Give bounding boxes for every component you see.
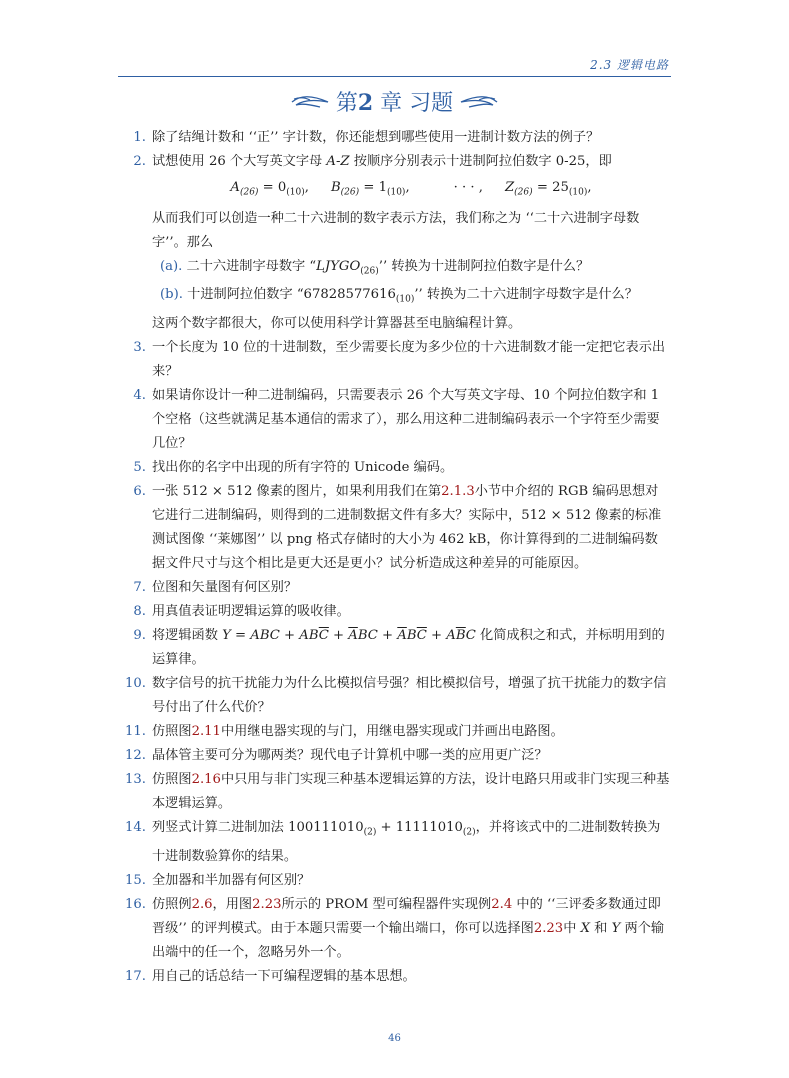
exercise-number: 2. [133, 154, 146, 169]
exercise-number: 10. [125, 675, 146, 691]
exercise-5 [118, 456, 670, 480]
example-reference-link[interactable]: 2.6 [191, 896, 213, 912]
exercise-text: 用真值表证明逻辑运算的吸收律。 [152, 603, 350, 619]
exercise-11 [118, 720, 670, 744]
exercise-8 [118, 600, 670, 624]
exercise-10 [118, 672, 670, 720]
exercise-text: 找出你的名字中出现的所有字符的 Unicode 编码。 [152, 459, 454, 475]
exercise-text: 仿照图2.11中用继电器实现的与门，用继电器实现或门并画出电路图。 [152, 723, 564, 739]
exercise-number: 16. [125, 896, 146, 912]
exercise-number: 14. [125, 819, 146, 835]
exercise-7 [118, 576, 670, 600]
exercise-text: 仿照图2.16中只用与非门实现三种基本逻辑运算的方法，设计电路只用或非门实现三种基本逻辑运算。 [152, 771, 670, 811]
figure-reference-link[interactable]: 2.11 [191, 723, 221, 739]
exercise-text: 用自己的话总结一下可编程逻辑的基本思想。 [152, 968, 416, 984]
subquestion-a: (a). 二十六进制字母数字 “$LJYGO_{(26)}$’’ 转换为十进制阿拉伯数字是什么？ [160, 258, 590, 277]
formula-mapping: $A_{(26)} = 0_{(10)}$, $B_{(26)} = 1_{(10)}$, · · · , $Z_{(26)} = 25_{(10)}$, [230, 180, 592, 198]
exercise-number: 12. [125, 747, 146, 763]
exercise-number: 11. [125, 723, 146, 739]
figure-reference-link[interactable]: 2.16 [191, 771, 221, 787]
exercise-4 [118, 384, 670, 456]
exercise-text: 如果请你设计一种二进制编码，只需要表示 26 个大写英文字母、10 个阿拉伯数字和 1 个空格（这些就满足基本通信的需求了），那么用这种二进制编码表示一个字符至少需要几位？ [152, 387, 660, 451]
running-header: 2.3 逻辑电路 [590, 58, 669, 72]
exercise-text: 位图和矢量图有何区别？ [152, 579, 298, 595]
exercise-number: 1. [133, 130, 146, 145]
exercise-number: 3. [133, 339, 146, 355]
exercise-14 [118, 816, 670, 869]
exercise-9 [118, 624, 670, 672]
exercise-number: 17. [125, 968, 146, 984]
exercise-3 [118, 336, 670, 384]
exercise-number: 8. [133, 603, 146, 619]
page-number: 46 [388, 1033, 401, 1044]
exercise-text: 列竖式计算二进制加法 $100111010_{(2)} + 11111010_{(2)}$，并将该式中的二进制数转换为十进制数验算你的结果。 [152, 819, 661, 864]
exercise-6 [118, 480, 670, 576]
exercise-text: 仿照例2.6，用图2.23所示的 PROM 型可编程器件实现例2.4 中的 ‘‘三评委多数通过即晋级’’ 的评判模式。由于本题只需要一个输出端口，你可以选择图2.23中 X 和 Y 两个输出端中的任一个，忽略另外一个。 [152, 896, 665, 960]
exercise-text: 将逻辑函数 Y = ABC + $AB\overline{C} + \overline{A}BC + \overline{A}B\overline{C} + A\overline{B}C$ 化简成积之和式，并标明用到的运算律。 [152, 627, 665, 667]
exercise-12 [118, 744, 670, 768]
chapter-title [0, 86, 789, 117]
exercise-number: 6. [133, 483, 146, 499]
exercise-text: 试想使用 26 个大写英文字母 A-Z 按顺序分别表示十进制阿拉伯数字 0-25，即 [152, 154, 612, 169]
exercise-text: 一张 512 × 512 像素的图片，如果利用我们在第2.1.3小节中介绍的 RGB 编码思想对它进行二进制编码，则得到的二进制数据文件有多大？实际中，512 × 512 像素的标准测试图像 ‘‘莱娜图’’ 以 png 格式存储时的大小为 462 kB，你计算得到的二进制编码数据文件尺寸与这个相比是更大还是更小？试分析造成这种差异的可能原因。 [152, 483, 662, 571]
exercise-text: 全加器和半加器有何区别？ [152, 872, 311, 888]
exercise-number: 9. [133, 627, 146, 643]
exercise-15 [118, 869, 670, 893]
exercise-note: 这两个数字都很大，你可以使用科学计算器甚至电脑编程计算。 [152, 315, 522, 331]
example-reference-link[interactable]: 2.4 [491, 896, 513, 912]
exercise-text: 晶体管主要可分为哪两类？现代电子计算机中哪一类的应用更广泛？ [152, 747, 548, 763]
figure-reference-link[interactable]: 2.23 [533, 920, 564, 936]
left-ornament-icon [290, 93, 330, 111]
exercise-number: 15. [125, 872, 146, 888]
exercise-16 [118, 893, 670, 965]
exercise-number: 7. [133, 579, 146, 595]
exercise-paragraph: 从而我们可以创造一种二十六进制的数字表示方法，我们称之为 ‘‘二十六进制字母数字’’。那么 [152, 210, 640, 250]
exercise-list [118, 126, 670, 989]
exercise-2 [118, 150, 670, 336]
right-ornament-icon [459, 93, 499, 111]
subquestion-b: (b). 十进制阿拉伯数字 “$67828577616_{(10)}$’’ 转换为二十六进制字母数字是什么？ [160, 287, 638, 305]
exercise-number: 5. [133, 459, 146, 475]
exercise-number: 4. [133, 387, 146, 403]
exercise-number: 13. [125, 771, 146, 787]
exercise-text: 一个长度为 10 位的十进制数，至少需要长度为多少位的十六进制数才能一定把它表示出来？ [152, 339, 666, 379]
header-rule [118, 76, 671, 77]
exercise-text: 数字信号的抗干扰能力为什么比模拟信号强？相比模拟信号，增强了抗干扰能力的数字信号付出了什么代价？ [152, 675, 667, 715]
exercise-17 [118, 965, 670, 989]
chapter-title-text: 第2 章 习题 [335, 90, 454, 116]
exercise-text: 除了结绳计数和 ‘‘正’’ 字计数，你还能想到哪些使用一进制计数方法的例子？ [152, 130, 600, 145]
figure-reference-link[interactable]: 2.23 [252, 896, 282, 912]
section-reference-link[interactable]: 2.1.3 [441, 483, 475, 499]
exercise-1 [118, 126, 670, 150]
exercise-13 [118, 768, 670, 816]
